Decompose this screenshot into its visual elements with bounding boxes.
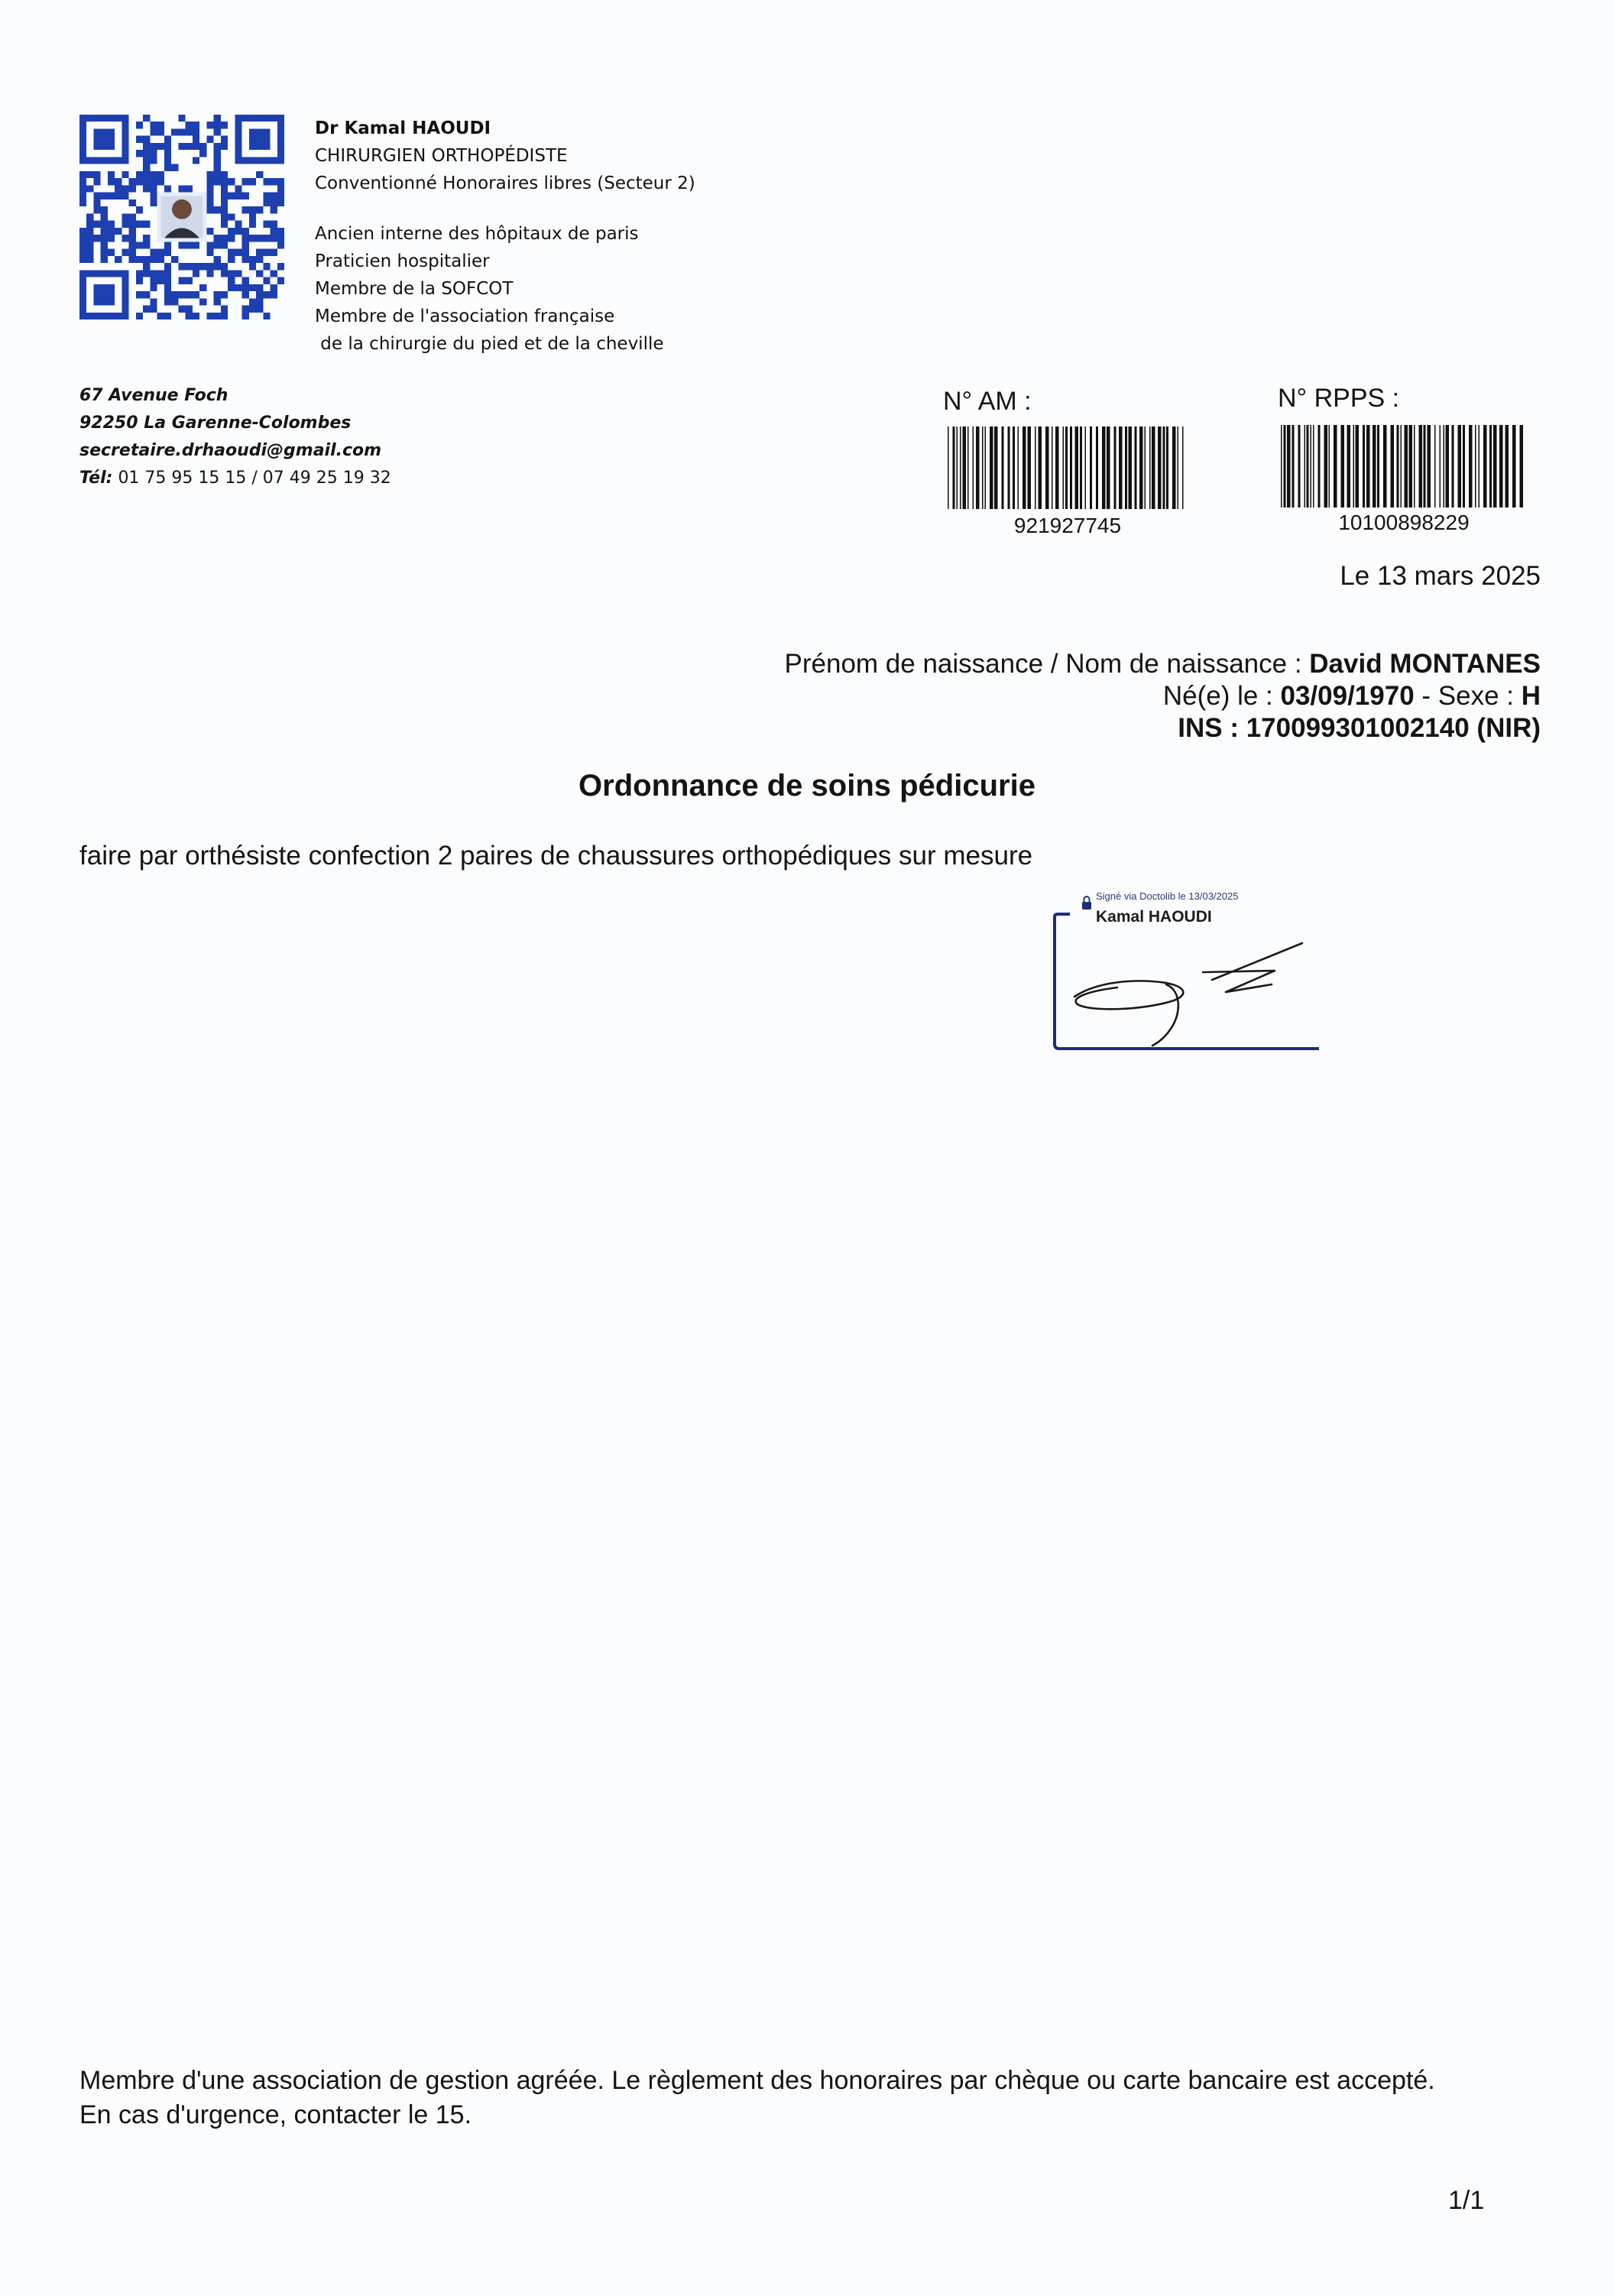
handwritten-signature [1074, 943, 1302, 1046]
doctor-name: Dr Kamal HAOUDI [315, 118, 491, 138]
prescription-text: faire par orthésiste confection 2 paires de chaussures orthopédiques sur mesure [79, 841, 1033, 871]
credential-line: de la chirurgie du pied et de la cheville [315, 334, 664, 354]
sex-label: - Sexe : [1414, 681, 1522, 711]
document-title: Ordonnance de soins pédicurie [579, 769, 1035, 803]
patient-block [785, 648, 1541, 744]
doctor-specialty: CHIRURGIEN ORTHOPÉDISTE [315, 146, 568, 166]
birth-date: 03/09/1970 [1280, 681, 1415, 711]
sex-value: H [1521, 681, 1541, 711]
lock-icon [1082, 897, 1091, 910]
patient-name-label: Prénom de naissance / Nom de naissance : [784, 649, 1310, 679]
am-label: N° AM : [943, 387, 1032, 416]
credential-line: Praticien hospitalier [315, 251, 490, 271]
patient-birth-line [785, 680, 1541, 712]
am-barcode [948, 426, 1188, 509]
rpps-barcode [1281, 425, 1527, 508]
doctor-photo-icon [160, 196, 203, 238]
ins-label: INS : [1178, 713, 1246, 743]
patient-name: David MONTANES [1309, 649, 1541, 679]
rpps-label: N° RPPS : [1278, 384, 1400, 413]
address-phone [79, 465, 391, 492]
qr-code [79, 115, 284, 319]
doctor-header [315, 115, 695, 358]
credential-line: Ancien interne des hôpitaux de paris [315, 224, 639, 244]
signature-note: Signé via Doctolib le 13/03/2025 [1096, 890, 1239, 902]
prescription-date: Le 13 mars 2025 [1340, 561, 1541, 591]
address-city: 92250 La Garenne-Colombes [79, 413, 352, 433]
patient-name-line [785, 648, 1541, 680]
phone-number: 01 75 95 15 15 / 07 49 25 19 32 [118, 469, 391, 488]
address-street: 67 Avenue Foch [79, 386, 228, 405]
am-number: 921927745 [1013, 514, 1122, 537]
credential-line: Membre de l'association française [315, 306, 615, 326]
footer-note: Membre d'une association de gestion agréée. Le règlement des honoraires par chèque ou carte bancaire est accepté. En cas d'urgence, contacter le 15. [79, 2066, 1435, 2129]
birth-label: Né(e) le : [1162, 681, 1281, 711]
credential-line: Membre de la SOFCOT [315, 279, 514, 299]
signature-name: Kamal HAOUDI [1096, 908, 1212, 926]
phone-label: Tél: [79, 469, 113, 488]
page-number: 1/1 [1448, 2186, 1485, 2215]
patient-ins-line [785, 712, 1541, 744]
rpps-number: 10100898229 [1338, 511, 1470, 534]
address-email: secretaire.drhaoudi@gmail.com [79, 441, 382, 460]
ins-value: 170099301002140 (NIR) [1246, 713, 1541, 743]
address-block [79, 382, 391, 492]
doctor-convention: Conventionné Honoraires libres (Secteur 2) [315, 173, 695, 193]
